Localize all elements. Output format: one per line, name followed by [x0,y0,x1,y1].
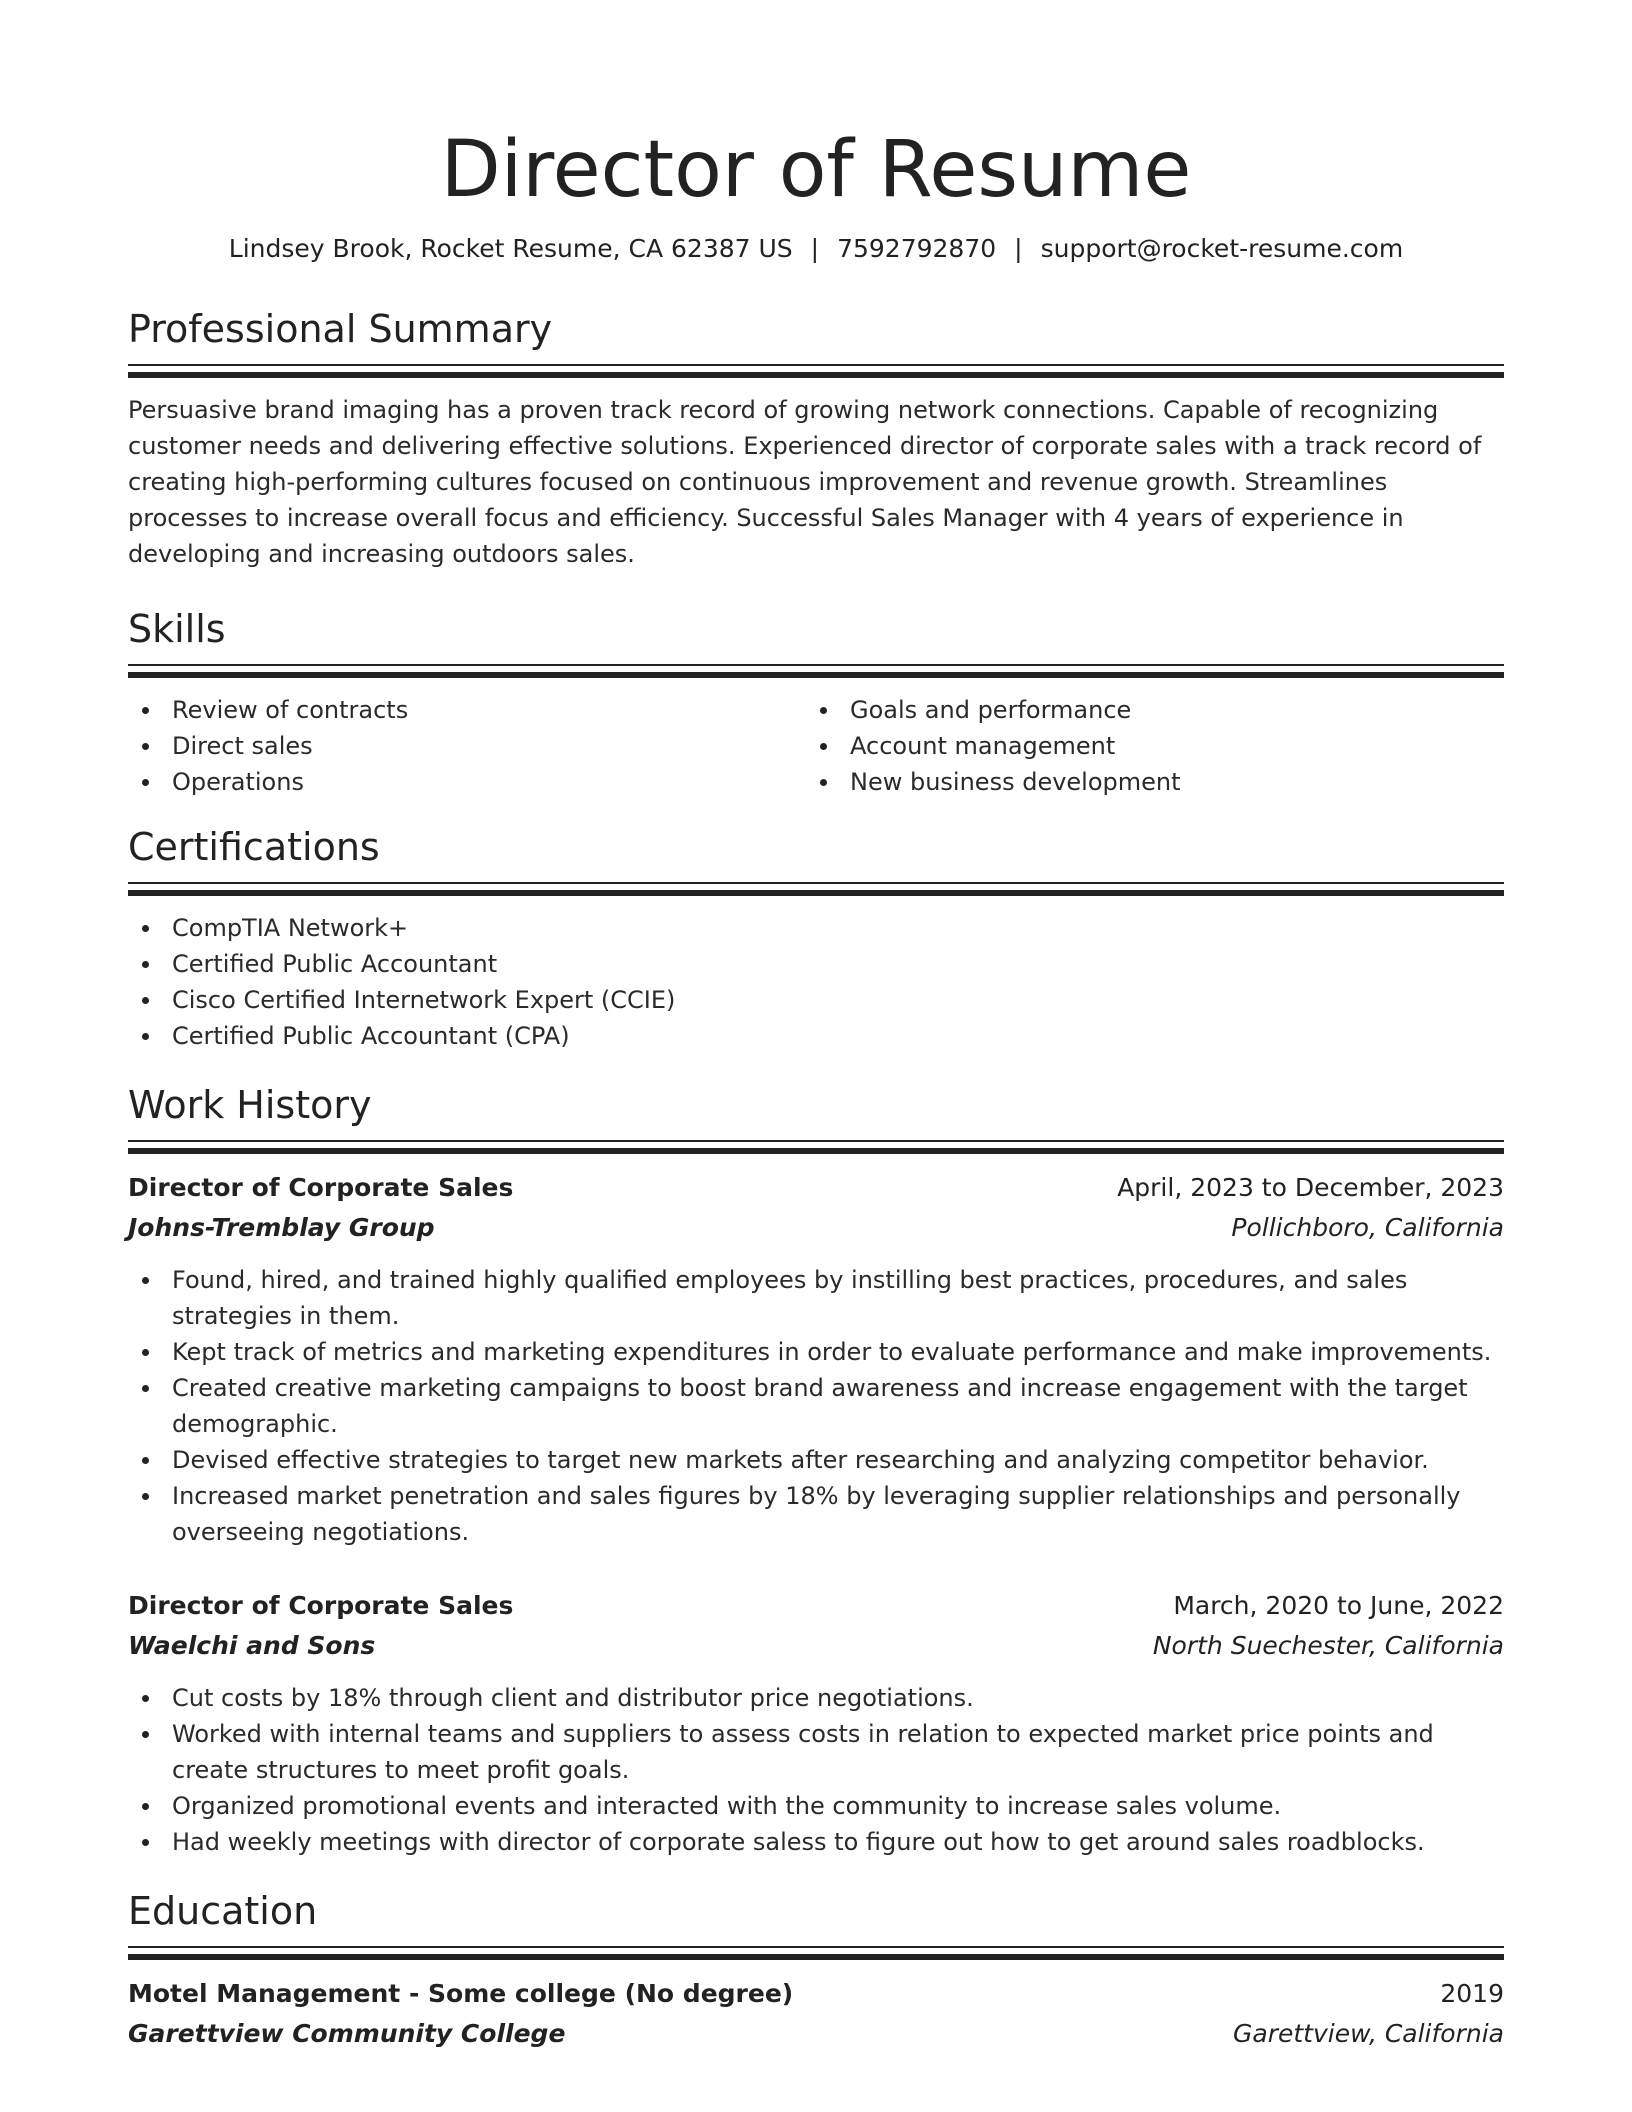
job-company: Johns-Tremblay Group [128,1213,435,1242]
job-bullet: Found, hired, and trained highly qualified employees by instilling best practices, procedures, and sales strategies in them. [128,1262,1504,1334]
education-location: Garettview, California [1233,2019,1504,2048]
job-entry [128,1586,1504,1860]
skills-section [128,604,1504,800]
job-title: Director of Corporate Sales [128,1173,514,1202]
skills-list-left [128,692,806,800]
section-heading-skills: Skills [128,607,226,651]
job-dates: April, 2023 to December, 2023 [1117,1173,1504,1202]
job-bullet: Organized promotional events and interacted with the community to increase sales volume. [128,1788,1504,1824]
skill-item: Operations [128,764,806,800]
work-history-section [128,1080,1504,1860]
section-divider [128,1946,1504,1960]
job-location: Pollichboro, California [1231,1213,1504,1242]
contact-address: Lindsey Brook, Rocket Resume, CA 62387 US [228,234,793,263]
certification-item: CompTIA Network+ [128,910,1504,946]
summary-section [128,304,1504,572]
job-subheader-row [128,1626,1504,1666]
job-bullets [128,1680,1504,1860]
skill-item: New business development [806,764,1484,800]
certification-item: Certified Public Accountant [128,946,1504,982]
certifications-list [128,910,1504,1054]
job-subheader-row [128,1208,1504,1248]
contact-line [128,230,1504,268]
contact-phone: 7592792870 [837,234,997,263]
contact-separator: | [810,234,820,263]
job-bullet: Increased market penetration and sales figures by 18% by leveraging supplier relationships and personally overseeing negotiations. [128,1478,1504,1550]
job-header-row [128,1586,1504,1626]
job-entry [128,1168,1504,1550]
skill-item: Review of contracts [128,692,806,728]
education-entry [128,1974,1504,2054]
section-heading-certifications: Certifications [128,825,380,869]
resume-page [128,0,1504,2054]
skill-item: Goals and performance [806,692,1484,728]
job-title: Director of Corporate Sales [128,1591,514,1620]
education-year: 2019 [1440,1979,1504,2008]
section-divider [128,364,1504,378]
section-divider [128,664,1504,678]
job-bullet: Created creative marketing campaigns to boost brand awareness and increase engagement with the target demographic. [128,1370,1504,1442]
certification-item: Cisco Certified Internetwork Expert (CCIE) [128,982,1504,1018]
skills-list-right [806,692,1484,800]
resume-name: Director of Resume [440,125,1192,215]
education-header-row [128,1974,1504,2014]
job-bullet: Worked with internal teams and suppliers to assess costs in relation to expected market price points and create structures to meet profit goals. [128,1716,1504,1788]
contact-email: support@rocket-resume.com [1040,234,1404,263]
education-school: Garettview Community College [128,2019,566,2048]
skills-columns [128,692,1504,800]
job-header-row [128,1168,1504,1208]
job-bullets [128,1262,1504,1550]
job-dates: March, 2020 to June, 2022 [1173,1591,1504,1620]
job-bullet: Kept track of metrics and marketing expenditures in order to evaluate performance and make improvements. [128,1334,1504,1370]
education-degree: Motel Management - Some college (No degree) [128,1979,794,2008]
skill-item: Account management [806,728,1484,764]
education-section [128,1886,1504,2054]
section-heading-summary: Professional Summary [128,307,553,351]
job-bullet: Devised effective strategies to target new markets after researching and analyzing competitor behavior. [128,1442,1504,1478]
section-divider [128,882,1504,896]
contact-separator: | [1014,234,1023,263]
job-company: Waelchi and Sons [128,1631,376,1660]
certification-item: Certified Public Accountant (CPA) [128,1018,1504,1054]
certifications-section [128,822,1504,1054]
section-divider [128,1140,1504,1154]
skill-item: Direct sales [128,728,806,764]
section-heading-education: Education [128,1889,318,1933]
job-location: North Suechester, California [1152,1631,1504,1660]
job-bullet: Cut costs by 18% through client and distributor price negotiations. [128,1680,1504,1716]
job-bullet: Had weekly meetings with director of corporate saless to figure out how to get around sales roadblocks. [128,1824,1504,1860]
section-heading-work-history: Work History [128,1083,372,1127]
education-subheader-row [128,2014,1504,2054]
summary-text: Persuasive brand imaging has a proven track record of growing network connections. Capable of recognizing customer needs and delivering effective solutions. Experienced director of corporate sales with a track record of creating high-performing cultures focused on continuous improvement and revenue growth. Streamlines processes to increase overall focus and efficiency. Successful Sales Manager with 4 years of experience in developing and increasing outdoors sales. [128,396,1482,568]
